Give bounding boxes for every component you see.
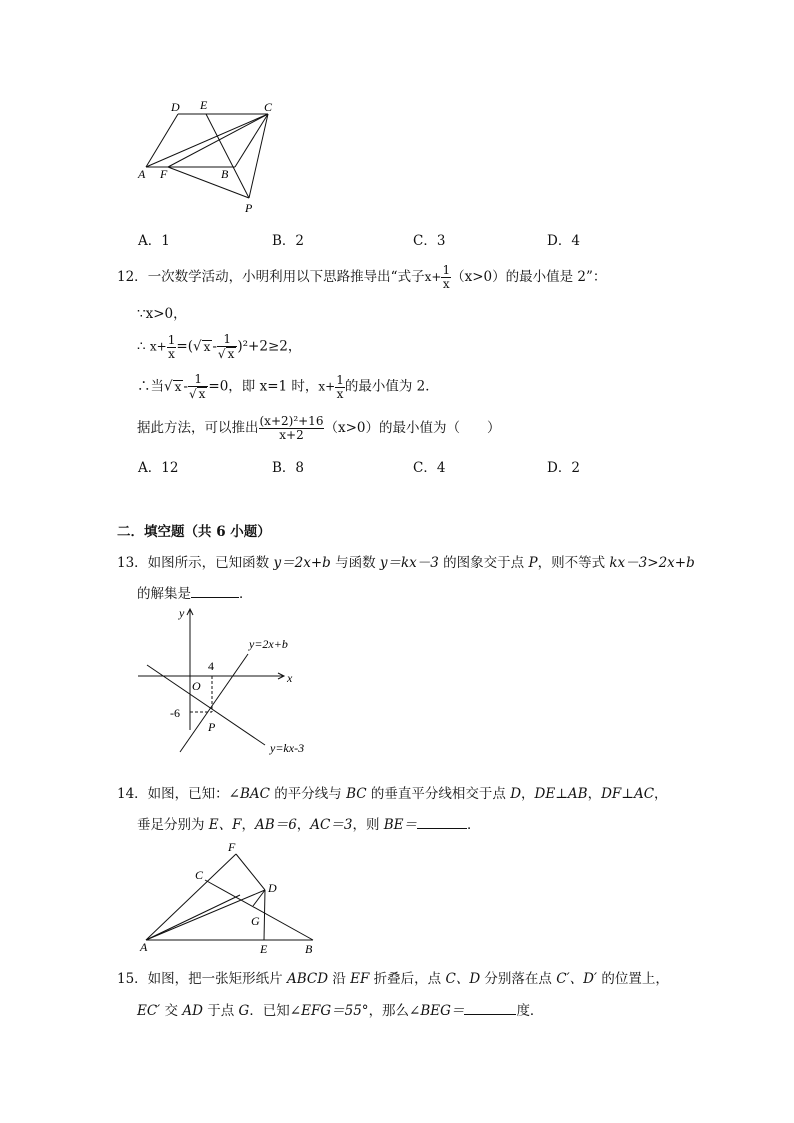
label-E: E — [200, 98, 208, 112]
tick-label-neg6: -6 — [170, 706, 180, 720]
q13-line2: 的解集是 ． — [137, 586, 253, 602]
label-A: A — [138, 167, 146, 181]
q14-line1: 14．如图，已知：∠BAC 的平分线与 BC 的垂直平分线相交于点 D，DE⊥AB，DF⊥AC， — [117, 786, 668, 802]
label-F: F — [160, 167, 168, 181]
label-E: E — [260, 942, 268, 956]
q11-option-c[interactable]: C．3 — [413, 233, 446, 249]
q11-figure — [130, 95, 290, 220]
q14-answer-blank[interactable] — [417, 815, 467, 829]
q12-intro: 12．一次数学活动，小明利用以下思路推导出“式子x+ $\frac{1}{x}$ （x>0）的最小值是 2”： — [117, 263, 607, 291]
axis-label-x: x — [287, 671, 293, 685]
line-label-2: y=kx-3 — [270, 741, 305, 755]
q13-answer-blank[interactable] — [191, 584, 239, 598]
label-F: F — [228, 840, 236, 854]
label-B: B — [305, 942, 313, 956]
section-title: 二．填空题（共 6 小题） — [117, 524, 271, 540]
q12-step3: ∴当√ x - $\frac{1}{√ x}$ =0，即 x=1 时，x+ $\frac{1}{x}$ 的最小值为 2． — [137, 372, 439, 401]
q12-frac-intro: $\frac{1}{x}$ — [442, 263, 451, 291]
q12-step2: ∴ x+ $\frac{1}{x}$ =(√ x - $\frac{1}{√ x}$ )²+2≥2， — [137, 332, 302, 361]
label-D: D — [171, 100, 180, 114]
q11-option-d[interactable]: D．4 — [547, 233, 580, 249]
origin-label: O — [192, 679, 201, 693]
label-C: C — [195, 868, 204, 882]
q15-line1: 15．如图，把一张矩形纸片 ABCD 沿 EF 折叠后，点 C、D 分别落在点 C′、D′ 的位置上， — [117, 971, 669, 987]
q12-option-d[interactable]: D．2 — [547, 460, 580, 476]
q13-line1: 13．如图所示，已知函数 y＝2x+b 与函数 y＝kx－3 的图象交于点 P，则不等式 kx－3>2x+b — [117, 555, 695, 571]
q12-option-a[interactable]: A．12 — [138, 460, 179, 476]
q12-option-c[interactable]: C．4 — [413, 460, 446, 476]
point-label-P: P — [208, 720, 216, 734]
label-G: G — [251, 914, 260, 928]
q15-line2: EC′ 交 AD 于点 G．已知∠EFG＝55°，那么∠BEG＝ 度． — [137, 1003, 544, 1019]
tick-label-4: 4 — [208, 659, 214, 673]
label-D: D — [268, 881, 277, 895]
q15-answer-blank[interactable] — [464, 1001, 516, 1015]
q14-figure — [135, 835, 325, 960]
q12-step4: 据此方法，可以推出 $\frac{\text{(x+2)²+16}}{x+2}$ （x>0）的最小值为（ ） — [137, 414, 501, 442]
q12-step1: ∵x>0， — [137, 306, 187, 322]
label-P: P — [245, 201, 253, 215]
q11-option-b[interactable]: B．2 — [272, 233, 305, 249]
q12-option-b[interactable]: B．8 — [272, 460, 305, 476]
q11-option-a[interactable]: A．1 — [138, 233, 170, 249]
axis-label-y: y — [179, 606, 185, 620]
q14-line2: 垂足分别为 E、F，AB＝6，AC＝3，则 BE＝ ． — [137, 817, 481, 833]
label-B: B — [221, 167, 229, 181]
line-label-1: y=2x+b — [249, 637, 288, 651]
label-A: A — [140, 940, 148, 954]
label-C: C — [264, 100, 273, 114]
q13-figure — [130, 600, 320, 765]
